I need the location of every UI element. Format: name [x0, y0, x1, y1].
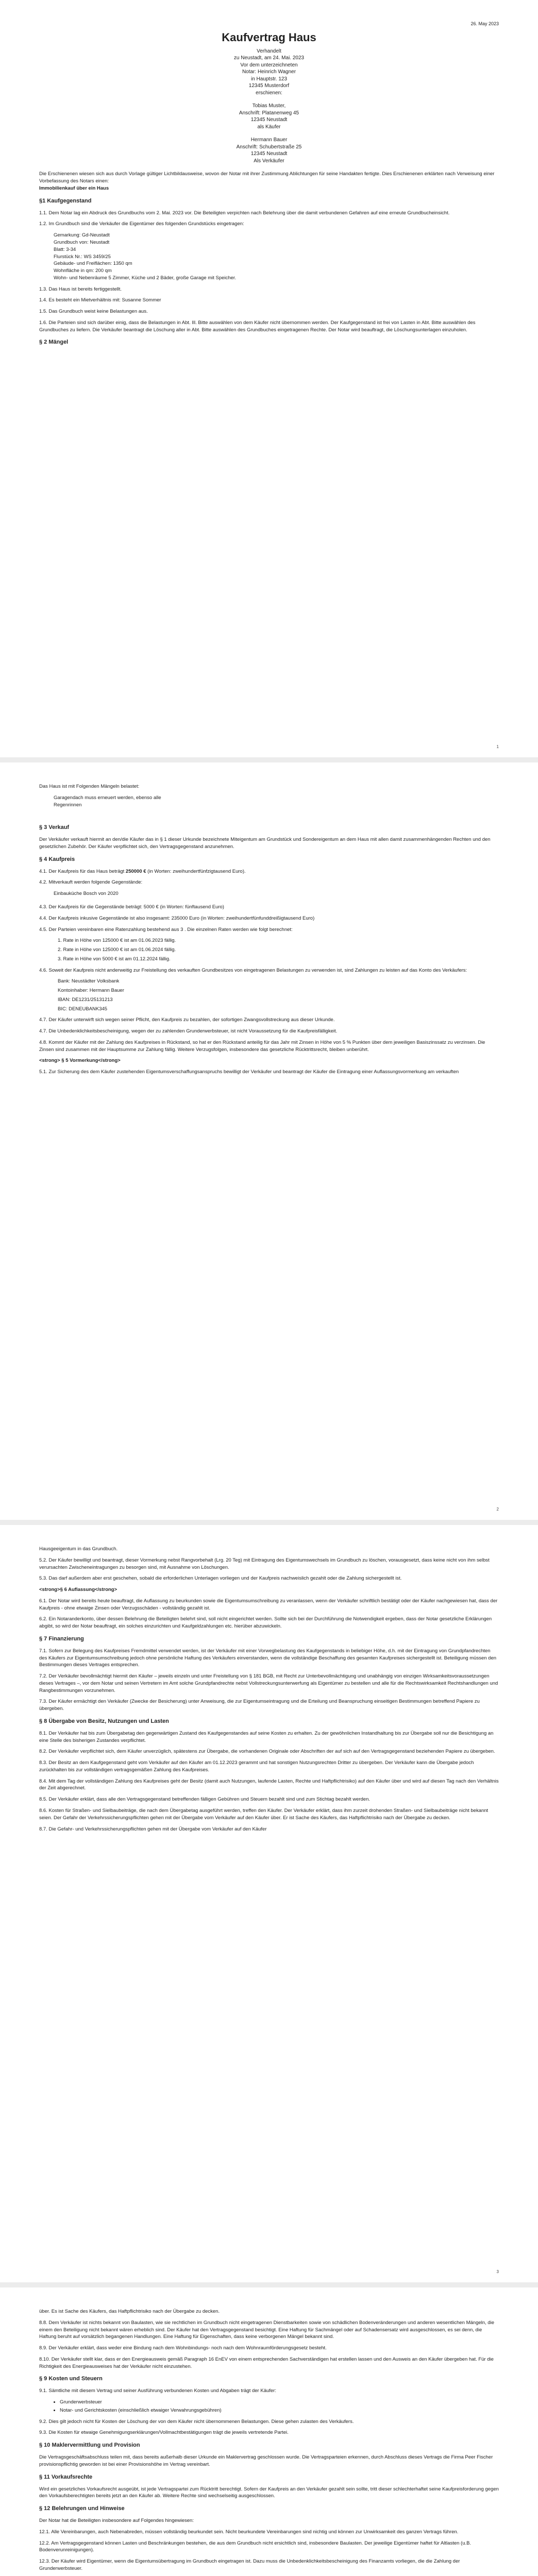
clause: 8.3. Der Besitz an dem Kaufgegenstand geht vom Verkäufer auf den Käufer am 01.12.2023 gerammt und hat sonstigen Nutzungsrechten Dritter zu übergeben. Der Verkäufer kann die Übergabe jedoch zurückhalten bis zur vollständigen vertragsgemäßen Zahlung des Kaufpreises. — [39, 1760, 474, 1773]
bank-line: IBAN: DE1231/25131213 — [58, 996, 113, 1003]
header-line: zu Neustadt, am 24. Mai. 2023 — [233, 55, 305, 61]
clause: 4.6. Soweit der Kaufpreis nicht anderweitig zur Freistellung des verkauften Grundbesitzes von eingetragenen Belastungen zu verwenden ist, sind Zahlungen zu leisten auf das Konto des Verkäufers: — [39, 967, 467, 973]
clause: 8.6. Kosten für Straßen- und Sielbaubeiträge, die nach dem Übergabetag ausgeführt werden, treffen den Käufer. Der Verkäufer erklärt, dass ihm zurzeit drohenden Straßen- und Sielbaubeiträge nicht bekannt seien. Der Gefahr der Verkehrssicherungspflichten gehen mit der Übergabe vom Verkäufer auf den Käufer über. Er ist Sache des Käufers, das Haftpflichtrisiko nach der Übergabe zu decken. — [39, 1808, 489, 1821]
section-title: § 9 Kosten und Steuern — [39, 2376, 103, 2382]
clause: 12.2. Am Vertragsgegenstand können Lasten und Beschränkungen bestehen, die aus dem Grundbuch nicht ersichtlich sind, insbesondere Baulasten. Der jeweilige Eigentümer haftet für Altlasten (u.B. Bodenverunreinigungen). — [39, 2540, 472, 2553]
section-title: §1 Kaufgegenstand — [39, 197, 92, 204]
price-text: 4.1. Der Kaufpreis für das Haus beträgt — [39, 868, 126, 874]
bank-line: BIC: DENEUBANK345 — [58, 1006, 108, 1012]
property-details — [39, 232, 499, 281]
clause: 6.1. Der Notar wird bereits heute beauftragt, die Auflassung zu beurkunden sowie die Eigentumsumschreibung zu veranlassen, wenn der Verkäufer schriftlich bestätigt oder der Käufer nachgewiesen hat, dass der Kaufpreis - ohne etwaige Zinsen oder Verzugsschäden - vollständig gezahlt ist. — [39, 1598, 498, 1611]
clause: Die Vertragsgeschäftsabschluss teilen mit, dass bereits außerhalb dieser Urkunde ein Maklervertrag geschlossen wurde. Die Vertragsparteien erkennen, durch Abschluss dieses Vertrags die Firma Peer Fischer provisionspflichtig geworden ist bei einer Provisionshöhe im Vertrag vereinbart. — [39, 2454, 493, 2467]
clause: 1.1. Dem Notar lag ein Abdruck des Grundbuchs vom 2. Mai. 2023 vor. Die Beteiligten verpichten nach Belehrung über die damit verbundenen Gefahren auf eine erneute Grundbucheinsicht. — [39, 210, 450, 216]
clause: 5.1. Zur Sicherung des dem Käufer zustehenden Eigentumsverschaffungsanspruchs bewilligt der Verkäufer und beantragt der Käufer die Eintragung einer Auflassungsvormerkung am verkauften — [39, 1069, 459, 1075]
clause: 4.4. Der Kaufpreis inkusive Gegenstände ist also insgesamt: 235000 Euro (in Worten: zweihundertfünfunddreißigtausend Euro) — [39, 915, 315, 921]
clause: Der Notar hat die Beteiligten insbesondere auf Folgendes hingewiesen: — [39, 2518, 194, 2523]
intro-subject: Immobilienkauf über ein Haus — [39, 185, 109, 191]
clause: 4.8. Kommt der Käufer mit der Zahlung des Kaufpreises in Rückstand, so hat er den Rückstand anteilig für das Jahr mit Zinsen in Höhe von 5 % Punkten über dem jeweiligen Basiszinssatz zu verzinsen. Die Zinsen sind zusammen mit der Hauptsumme zur Zahlung fällig. Weitere Verzugsfolgen, insbesondere das gesetzliche Rücktrittsrecht, bleiben unberührt. — [39, 1039, 485, 1053]
page-1 — [0, 0, 538, 757]
property-line: Wohn- und Nebenräume 5 Zimmer, Küche und 2 Bäder, große Garage mit Speicher. — [54, 275, 237, 281]
clause: 7.1. Sofern zur Belegung des Kaufpreises Fremdmittel verwendet werden, ist der Verkäufer mit einer Vorwegbelastung des Kaufgegenstands in beliebiger Höhe, d.h. mit der Eintragung von Grundpfandrechten des Käufers zur Eigentumsumschreibung jedoch ohne persönliche Haftung des Verkäufers einverstanden, wenn die vollständige Beschaffung des gesamten Kaufpreises sichergestellt ist. Beteiligung müssen den Bestimmungen dieses Vertrages entsprechen. — [39, 1648, 497, 1668]
clause: 7.2. Der Verkäufer bevollmächtigt hiermit den Käufer – jeweils einzeln und unter Freistellung von § 181 BGB, mit Recht zur Unterbevollmächtigung und unabhängig von einzigen Wirksamkeitsvoraussetzungen dieses Vertrages –, vor dem Notar und seinen Vertretern im Amt solche Grundpfandrechte nebst Vollstreckungsunterwerfung als Eigentümer zu bestellen und alle für die Rechtswirksamkeit Rechtshandlungen und Rangbestimmungen vorzunehmen. — [39, 1673, 498, 1693]
clause: 4.5. Der Parteien vereinbaren eine Ratenzahlung bestehend aus 3 . Die einzelnen Raten werden wie folgt berechnet: — [39, 926, 293, 933]
price-amount: 250000 € — [125, 868, 146, 874]
party-line: Anschrift: Platanenweg 45 — [239, 110, 299, 116]
rate-item: 3. Rate in Höhe von 5000 € ist am 01.12.2024 fällig. — [58, 956, 171, 962]
clause: 8.7. Die Gefahr- und Verkehrssicherungspflichten gehen mit der Übergabe vom Verkäufer auf den Käufer — [39, 1826, 267, 1832]
clause: 9.3. Die Kosten für etwaige Genehmigungserklärungen/Vollmachtbestätigungen trägt die jeweils vertretende Partei. — [39, 2430, 289, 2436]
clause: 1.5. Das Grundbuch weist keine Belastungen aus. — [39, 309, 148, 315]
included-item: Einbauküche Bosch von 2020 — [54, 891, 119, 897]
clause: 8.9. Der Verkäufer erklärt, dass weder eine Bindung nach dem Wohnbindungs- noch nach dem Wohnraumförderungsgesetz besteht. — [39, 2345, 327, 2351]
clause: Hausgeeigentum in das Grundbuch. — [39, 1546, 118, 1552]
section-title: § 3 Verkauf — [39, 824, 70, 831]
page-number: 1 — [496, 744, 499, 750]
rates-list — [39, 937, 499, 962]
clause: 8.1. Der Verkäufer hat bis zum Übergabetag den gegenwärtigen Zustand des Kaufgegenstandes auf seine Kosten zu erhalten. Zu der gewöhnlichen Instandhaltung bis zur Übergabe soll nur die Besichtigung an eine Stelle des bisherigen Zustandes verpflichtet. — [39, 1730, 494, 1743]
clause: 5.3. Das darf außerdem aber erst geschehen, sobald die erforderlichen Unterlagen vorliegen und der Kaufpreis nachweislich gezahlt oder die Zahlung sichergestellt ist. — [39, 1575, 402, 1582]
header-line: Notar: Heinrich Wagner — [242, 69, 296, 75]
section-title: § 4 Kaufpreis — [39, 856, 75, 862]
clause: 8.10. Der Verkäufer stellt klar, dass er den Energieausweis gemäß Paragraph 16 EnEV von einem entsprechenden Sachverständigen hat erstellen lassen und den Ausweis an den Käufer übergeben hat. Für die Richtigkeit des Energieausweises hat der Verkäufer nicht einzustehen. — [39, 2356, 494, 2369]
clause: 6.2. Ein Notaranderkonto, über dessen Belehrung die Beteiligten belehrt sind, soll nicht eingerichtet werden. Sollte sich bei der Durchführung die Notwendigkeit ergeben, dass der Notar gesetzliche Erklärungen abgibt, so wird der Notar beauftragt, ein solches einzurichten und Kaufgeldzahlungen etc. hierüber abzuwickeln. — [39, 1616, 492, 1630]
clause: Das Haus ist mit Folgenden Mängeln belastet: — [39, 784, 140, 789]
clause: Wird ein gesetzliches Vorkaufsrecht ausgeübt, ist jede Vertragspartei zum Rücktritt berechtigt. Sofern der Kaufpreis an den Verkäufer gezahlt sein sollte, tritt dieser schlechterhaftet seine Kaufpreisforderung gegen den Vorkaufsberechtigten bereits jetzt an den Käufer ab. Weitere Rechte sind wechselseitig ausgeschlossen. — [39, 2486, 499, 2499]
rate-item: 2. Rate in Höhe von 125000 € ist am 01.06.2024 fällig. — [58, 947, 176, 953]
clause: 4.2. Mitverkauft werden folgende Gegenstände: — [39, 879, 143, 886]
defects-list — [39, 794, 499, 809]
intro-text: Die Erschienenen wiesen sich aus durch Vorlage gültiger Lichtbildausweise, wovon der Notar mit ihrer Zustimmung Ablichtungen für seine Handakten fertigte. Dies Erschienenen erklärten nach Verweisung einer Vorbefassung des Notars einen: — [39, 171, 495, 184]
page-number: 2 — [496, 1507, 499, 1512]
party-line: Tobias Muster, — [252, 103, 286, 109]
price-words: (in Worten: zweihundertfünfzigtausend Euro). — [146, 868, 246, 874]
intro-paragraph — [39, 171, 499, 185]
bank-line: Kontoinhaber: Hermann Bauer — [58, 988, 124, 994]
clause: 8.2. Der Verkäufer verpflichtet sich, dem Käufer unverzüglich, spätestens zur Übergabe, die vorhandenen Originale oder Abschriften der auf sich auf den Vertragsgegenstand beziehenden Papiere zu übergeben. — [39, 1749, 495, 1755]
header-line: Verhandelt — [257, 48, 281, 54]
clause: 9.1. Sämtliche mit diesem Vertrag und seiner Ausführung verbundenen Kosten und Abgaben trägt der Käufer: — [39, 2388, 276, 2394]
clause: 1.6. Die Parteien sind sich darüber einig, dass die Belastungen in Abt. Ill. Bitte auswählen von dem Käufer nicht übernommen werden. Der Kaufgegenstand ist frei von Lasten in Abt. Bitte auswählen des Grundbuches zu liefern. Die Verkäufer beantragt die Löschung aller in Abt. Bitte auswählen des Grundbuches eingetragenen Rechte. Der Notar wird beauftragt, die Löschungsunterlagen einzuholen. — [39, 319, 476, 333]
property-line: Gebäude- und Freiflächen: 1350 qm — [54, 261, 132, 267]
section-title: <strong>§ 6 Auflassung</strong> — [39, 1587, 117, 1593]
clause: 1.4. Es besteht ein Mietverhältnis mit: Susanne Sommer — [39, 297, 161, 303]
clause: 1.3. Das Haus ist bereits fertiggestellt. — [39, 286, 122, 292]
section-title: § 12 Belehrungen und Hinweise — [39, 2505, 125, 2512]
property-line: Wohnfläche in qm: 200 qm — [54, 268, 112, 274]
clause: 8.5. Der Verkäufer erklärt, dass alle den Vertragsgegenstand betreffenden fälligen Gebühren und Steuern bezahlt sind und zum Stichtag bezahlt werden. — [39, 1797, 371, 1803]
section-title: § 2 Mängel — [39, 339, 69, 346]
clause: 8.4. Mit dem Tag der vollständigen Zahlung des Kaufpreises geht der Besitz (damit auch Nutzungen, laufende Lasten, Rechte und Haftpflichtrisiko) auf den Käufer über und wird auf diesen Tag nach den Verhältnis der Zeit abgerechnet. — [39, 1778, 499, 1791]
section-title: § 7 Finanzierung — [39, 1635, 84, 1642]
defect-line: Regenrinnen — [54, 802, 82, 808]
page-3 — [0, 1525, 538, 2282]
page-2 — [0, 762, 538, 1520]
clause: 4.7. Der Käufer unterwirft sich wegen seiner Pflicht, den Kaufpreis zu bezahlen, der sofortigen Zwangsvollstreckung aus dieser Urkunde. — [39, 1017, 335, 1023]
clause: 8.8. Dem Verkäufer ist nichts bekannt von Baulasten, wie sie rechtlichen im Grundbuch nicht eingetragenen Dienstbarkeiten sowie von schädlichen Bodenveränderungen und anderen wesentlichen Mängeln, die einem den Beteiligung nicht bekannt wären erheblich sind. Der Käufer hat den Vertragsgegenstand besichtigt. Eine Haftung für Sachmängel oder auf Schadensersatz wird ausgeschlossen, es sei denn, die Haftung beruht auf vorsätzlich begangenen Handlungen. Eine Haftung für Eigenschaften, dass keine verborgenen Mängel bekannt sind. — [39, 2319, 494, 2340]
section-title: <strong> § 5 Vormerkung</strong> — [39, 1058, 121, 1064]
page-number: 3 — [496, 2269, 499, 2275]
document-date: 26. May 2023 — [470, 21, 499, 26]
clause: 4.3. Der Kaufpreis für die Gegenstände beträgt: 5000 € (in Worten: fünftausend Euro) — [39, 904, 224, 910]
clause — [39, 868, 499, 875]
cost-item: • Notar- und Gerichtskosten (einschließlich etwaiger Verwahrungsgebühren) — [60, 2407, 499, 2414]
section-title: § 10 Maklervermittlung und Provision — [39, 2442, 140, 2449]
clause: 12.3. Der Käufer wird Eigentümer, wenn die Eigentumsübertragung im Grundbuch eingetragen ist. Dazu muss die Unbedenklichkeitsbescheinigung des Finanzamts vorliegen, die die Zahlung der Grunderwerbsteuer. — [39, 2558, 460, 2571]
property-line: Grundbuch von: Neustadt — [54, 239, 110, 245]
property-line: Flurstück Nr.: WS 3459/25 — [54, 253, 111, 260]
party-line: Hermann Bauer — [250, 137, 288, 143]
header-line: Vor dem unterzeichneten — [240, 62, 298, 68]
clause: 5.2. Der Käufer bewilligt und beantragt, dieser Vormerkung nebst Rangvorbehalt (Lrg. 20 Teg) mit Eintragung des Eigentumswechsels im Grundbuch zu löschen, vorausgesetzt, dass keine nicht von ihm selbst verursachten Zwischeneintragungen zu besorgen sind, mit Ausnahme von Löschungen. — [39, 1557, 490, 1570]
clause: 1.2. Im Grundbuch sind die Verkäufer die Eigentümer des folgenden Grundstücks eingetragen: — [39, 221, 244, 227]
party-line: Anschrift: Schubertstraße 25 — [236, 144, 302, 150]
clause: 7.3. Der Käufer ermächtigt den Verkäufer (Zwecke der Besicherung) unter Anweisung, die zur Eigentumseintragung und die Erteilung und Beanspruchung einseitigen Bestimmungen betreffend Papiere zu übergeben. — [39, 1699, 480, 1712]
clause: 4.7. Die Unbedenklichkeitsbescheinigung, wegen der zu zahlenden Grunderwerbsteuer, ist nicht Voraussetzung für die Kaufpreisfälligkeit. — [39, 1028, 338, 1035]
document-title: Kaufvertrag Haus — [222, 31, 316, 44]
clause: über. Es ist Sache des Käufers, das Haftpflichtrisiko nach der Übergabe zu decken. — [39, 2309, 220, 2314]
bank-details — [39, 978, 499, 1012]
header-line: in Hauptstr. 123 — [250, 76, 288, 82]
clause: 9.2. Dies gilt jedoch nicht für Kosten der Löschung der von dem Käufer nicht übernommenen Belastungen. Diese gehen zulasten des Verkäufers. — [39, 2418, 354, 2425]
property-line: Blatt: 3-34 — [54, 246, 76, 252]
header-line: erschienen: — [256, 90, 282, 96]
property-line: Gemarkung: Gd-Neustadt — [54, 232, 110, 239]
cost-item: • Grunderwerbsteuer — [60, 2399, 499, 2406]
bank-line: Bank: Neustädter Volksbank — [58, 978, 120, 985]
defect-line: Garagendach muss erneuert werden, ebenso alle — [54, 794, 161, 801]
clause: Der Verkäufer verkauft hiermit an den/die Käufer das in § 1 dieser Urkunde bezeichnete Miteigentum am Grundstück und Sondereigentum an dem Haus mit allen damit zusammenhängenden Rechten und den gesetzlichen Zubehör. Der Käufer verpflichtet sich, den Vertragsgegenstand anzunehmen. — [39, 837, 491, 850]
rate-item: 1. Rate in Höhe von 125000 € ist am 01.06.2023 fällig. — [58, 938, 176, 944]
section-title: § 8 Übergabe von Besitz, Nutzungen und Lasten — [39, 1718, 169, 1724]
party-line: 12345 Neustadt — [250, 151, 288, 157]
section-title: § 11 Vorkaufsrechte — [39, 2473, 93, 2480]
page-4 — [0, 2287, 538, 2576]
party-line: als Käufer — [257, 124, 281, 130]
clause: 12.1. Alle Vereinbarungen, auch Nebenabreden, müssen vollständig beurkundet sein. Nicht beurkundete Vereinbarungen sind nichtig und können zur Unwirksamkeit des ganzen Vertrags führen. — [39, 2529, 459, 2535]
header-line: 12345 Musterdorf — [248, 83, 290, 89]
party-line: Als Verkäufer — [254, 158, 284, 164]
party-line: 12345 Neustadt — [250, 117, 288, 123]
costs-list — [39, 2399, 499, 2414]
notary-header — [39, 48, 499, 165]
